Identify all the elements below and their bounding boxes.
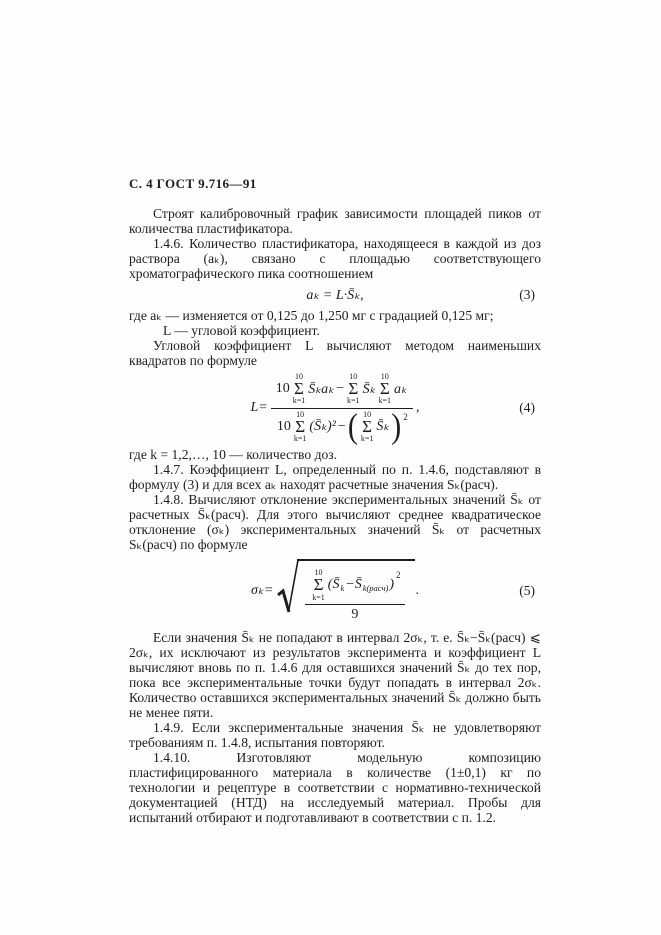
formula-5: σₖ= 10 Σ k=1 (S̄ $_k$ −S̄ $_{k(расч)}$ ) $^2$ 9 . (5) (129, 556, 541, 626)
paragraph-angular-coefficient: Угловой коэффициент L вычисляют методом наименьших квадратов по формуле (129, 338, 541, 368)
page-content (129, 176, 541, 825)
radical-sign (277, 559, 299, 615)
formula-4-lhs: L= (250, 400, 268, 415)
formula-3 (129, 283, 541, 307)
equation-number-5: (5) (519, 583, 535, 598)
formula-4-fraction (271, 373, 413, 444)
summation-symbol: 10 Σ k=1 (360, 409, 374, 444)
paragraph-1-4-7: 1.4.7. Коэффициент L, определенный по п. 1.4.6, подставляют в формулу (3) и для всех aₖ находят расчетные значения Sₖ(расч). (129, 462, 541, 492)
where-clause-3-line-2: L — угловой коэффициент. (163, 323, 320, 338)
paragraph-interval-rule: Если значения S̄ₖ не попадают в интервал 2σₖ, т. е. S̄ₖ−S̄ₖ(расч) ⩽ 2σₖ, их исключают из результатов эксперимента и коэффициент L вычисляют вновь по п. 1.4.6 для оставшихся значений S̄ₖ до тех пор, пока все экспериментальные точки будут попадать в интервал 2σₖ. Количество оставшихся экспериментальных значений S̄ₖ должно быть не менее пяти. (129, 630, 541, 720)
formula-4-numerator: 10 10 Σ k=1 S̄ₖaₖ − 10 Σ k=1 S̄ₖ 10 Σ k=1 aₖ (271, 373, 413, 409)
summation-symbol: 10 Σ k=1 (347, 371, 360, 406)
close-paren: ) (391, 407, 402, 446)
paragraph-1-4-8: 1.4.8. Вычисляют отклонение экспериментальных значений S̄ₖ от расчетных S̄ₖ(расч). Для этого вычисляют среднее квадратическое отклонение (σₖ) экспериментальных значений S̄ₖ от расчетных Sₖ(расч) по формуле (129, 492, 541, 552)
running-header: С. 4 ГОСТ 9.716—91 (129, 176, 257, 191)
paragraph-intro: Строят калибровочный график зависимости площадей пиков от количества пластификатора. (129, 206, 541, 236)
where-clause-4: где k = 1,2,…, 10 — количество доз. (129, 447, 338, 462)
summation-symbol: 10 Σ k=1 (293, 409, 307, 444)
where-clause-3-line-1: где aₖ — изменяется от 0,125 до 1,250 мг с градацией 0,125 мг; (129, 308, 494, 323)
formula-5-denominator: 9 (351, 606, 359, 622)
square-root (277, 559, 414, 623)
paragraph-1-4-9: 1.4.9. Если экспериментальные значения S̄ₖ не удовлетворяют требованиям п. 1.4.8, испытания повторяют. (129, 720, 541, 750)
formula-3-body: aₖ = L·S̄ₖ, (306, 287, 364, 303)
summation-symbol: 10 Σ k=1 (312, 568, 325, 602)
formula-4-denominator: 10 10 Σ k=1 (S̄ₖ)² − ( 10 Σ k=1 S̄ₖ ) $^2$ (276, 407, 408, 446)
equation-number-3: (3) (519, 287, 535, 302)
radicand (297, 559, 414, 623)
paragraph-1-4-6: 1.4.6. Количество пластификатора, находящееся в каждой из доз раствора (aₖ), связано с площадью соответствующего хроматографического пика соотношением (129, 236, 541, 281)
formula-4: L= 10 10 Σ k=1 S̄ₖaₖ − 10 Σ k=1 S̄ₖ 10 Σ k=1 aₖ 10 10 Σ k=1 (S̄ₖ)² − ( 10 Σ k=1 S̄ₖ ) $^2$ , (4) (250, 371, 535, 446)
formula-5-numerator: 10 Σ k=1 (S̄ $_k$ −S̄ $_{k(расч)}$ ) $^2$ (305, 569, 404, 605)
open-paren: ( (347, 407, 358, 446)
summation-symbol: 10 Σ k=1 (378, 371, 392, 406)
equation-number-4: (4) (519, 400, 535, 415)
paragraph-1-4-10: 1.4.10. Изготовляют модельную композицию пластифицированного материала в количестве (1±0,1) кг по технологии и рецептуре в соответствии с нормативно-технической документацией (НТД) на исследуемый материал. Пробы для испытаний отбирают и подготавливают в соответствии с п. 1.2. (129, 750, 541, 825)
formula-5-lhs: σₖ= (250, 583, 274, 599)
summation-symbol: 10 Σ k=1 (292, 371, 306, 406)
